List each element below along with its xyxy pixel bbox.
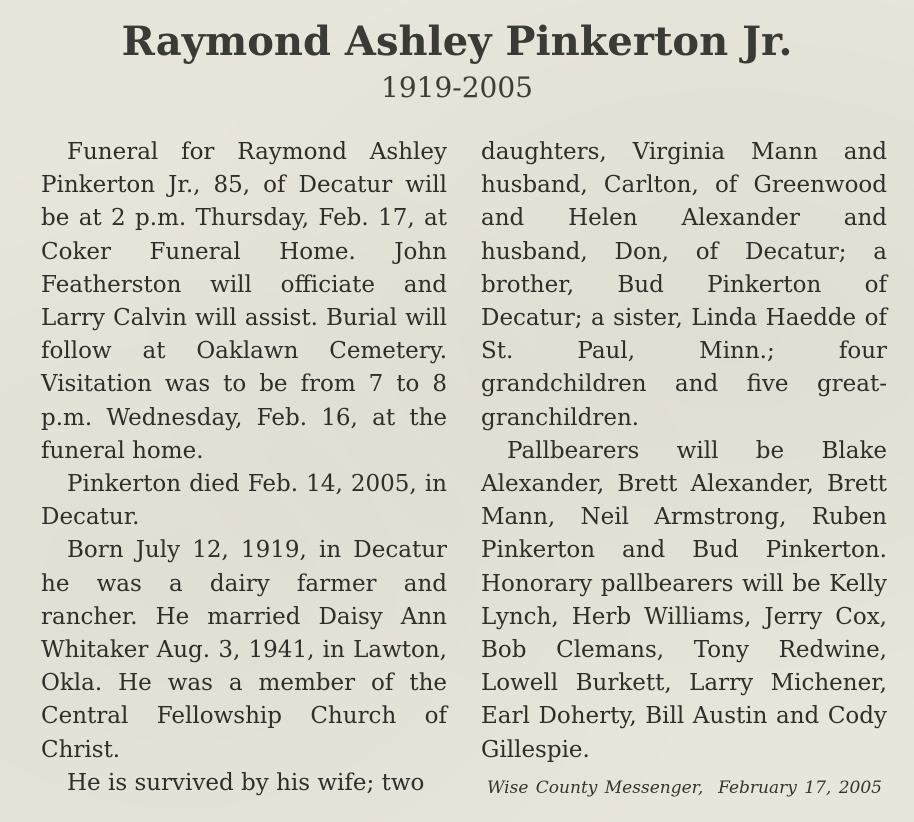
right-column (481, 136, 887, 767)
paragraph-funeral: Funeral for Raymond Ashley Pinkerton Jr., 85, of Decatur will be at 2 p.m. Thursday, Feb. 17, at Coker Funeral Home. John Featherston will officiate and Larry Calvin will assist. Burial will follow at Oaklawn Cemetery. Visitation was to be from 7 to 8 p.m. Wednesday, Feb. 16, at the funeral home. (41, 139, 447, 464)
obituary-years: 1919-2005 (381, 71, 533, 104)
paragraph-survivors-start: He is survived by his wife; two (67, 769, 425, 796)
credit-date: February 17, 2005 (718, 778, 882, 798)
paragraph-biography: Born July 12, 1919, in Decatur he was a dairy farmer and rancher. He married Daisy Ann Whitaker Aug. 3, 1941, in Lawton, Okla. He was a member of the Central Fellowship Church of Christ. (41, 537, 447, 763)
paragraph-survivors-cont: daughters, Virginia Mann and husband, Carlton, of Greenwood and Helen Alexander and husband, Don, of Decatur; a brother, Bud Pinkerton of Decatur; a sister, Linda Haedde of St. Paul, Minn.; four grandchildren and five great-granchildren. (481, 139, 887, 431)
credit-source: Wise County Messenger, (487, 778, 704, 798)
obituary-title: Raymond Ashley Pinkerton Jr. (121, 18, 793, 65)
left-column (41, 136, 447, 800)
publication-credit (487, 778, 885, 798)
paragraph-death: Pinkerton died Feb. 14, 2005, in Decatur. (41, 471, 447, 531)
paragraph-pallbearers: Pallbearers will be Blake Alexander, Brett Alexander, Brett Mann, Neil Armstrong, Ruben Pinkerton and Bud Pinkerton. Honorary pallbearers will be Kelly Lynch, Herb Williams, Jerry Cox, Bob Clemans, Tony Redwine, Lowell Burkett, Larry Michener, Earl Doherty, Bill Austin and Cody Gillespie. (481, 437, 887, 763)
